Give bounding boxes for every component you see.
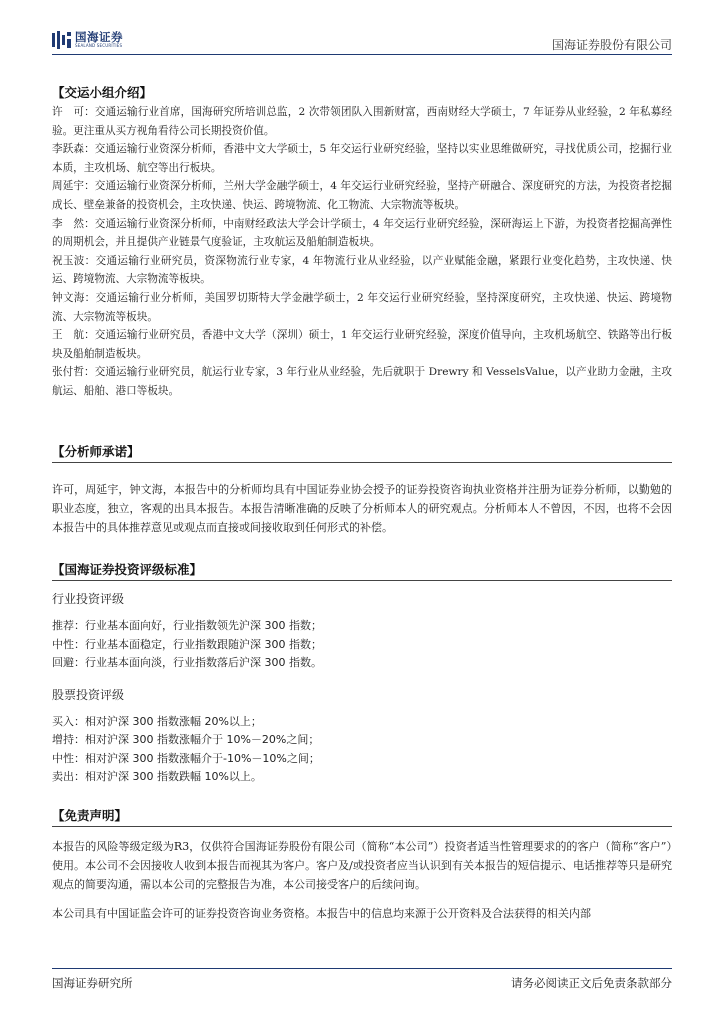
- team-member-bio: 张付哲：交通运输行业研究员，航运行业专家，3 年行业从业经验，先后就职于 Drewry 和 VesselsValue，以产业助力金融，主攻航运、船舶、港口等板块。: [52, 366, 672, 397]
- team-member-bio: 李 然：交通运输行业资深分析师，中南财经政法大学会计学硕士，4 年交运行业研究经验，深研海运上下游，为投资者挖掘高弹性的周期机会，并且提供产业链景气度验证，主攻航运及船舶制造板块。: [52, 217, 672, 249]
- stock-rating-item: 卖出：相对沪深 300 指数跌幅 10%以上。: [52, 770, 262, 783]
- rating-section: [52, 560, 672, 787]
- disclaimer-section: [52, 806, 672, 923]
- stock-rating-title: 股票投资评级: [52, 687, 125, 702]
- industry-rating-item: 中性：行业基本面稳定，行业指数跟随沪深 300 指数；: [52, 637, 322, 651]
- logo-subtext: SEALAND SECURITIES: [75, 43, 123, 49]
- footer-institute: 国海证券研究所: [52, 976, 133, 990]
- team-member-bio: 王 航：交通运输行业研究员，香港中文大学（深圳）硕士，1 年交运行业研究经验，深度价值导向，主攻机场航空、铁路等出行板块及船舶制造板块。: [52, 329, 672, 360]
- team-member-bio: 钟文海：交通运输行业分析师，美国罗切斯特大学金融学硕士，2 年交运行业研究经验，坚持深度研究，主攻快递、快运、跨境物流、大宗物流等板块。: [52, 291, 672, 323]
- industry-rating-item: 回避：行业基本面向淡，行业指数落后沪深 300 指数。: [52, 656, 322, 669]
- rating-section-title: 【国海证券投资评级标准】: [52, 560, 672, 581]
- stock-rating-item: 中性：相对沪深 300 指数涨幅介于-10%－10%之间；: [52, 751, 320, 765]
- header-company-name: 国海证券股份有限公司: [551, 38, 672, 52]
- team-member-bio: 周延宇：交通运输行业资深分析师，兰州大学金融学硕士，4 年交运行业研究经验，坚持产研融合、深度研究的方法，为投资者挖掘成长、壁垒兼备的投资机会，主攻快递、快运、跨境物流、化工物流、大宗物流等板块。: [52, 180, 672, 211]
- stock-rating-item: 买入：相对沪深 300 指数涨幅 20%以上；: [52, 714, 262, 728]
- team-member-bio: 李跃森：交通运输行业资深分析师，香港中文大学硕士，5 年交运行业研究经验，坚持以实业思维做研究，寻找优质公司，挖掘行业本质，主攻机场、航空等出行板块。: [52, 143, 672, 174]
- team-member-bio: 许 可：交通运输行业首席，国海研究所培训总监，2 次带领团队入围新财富，西南财经大学硕士，7 年证券从业经验，2 年私募经验。更注重从买方视角看待公司长期投资价值。: [52, 106, 672, 137]
- disclaimer-section-title: 【免责声明】: [52, 806, 672, 827]
- commitment-section-title: 【分析师承诺】: [52, 442, 672, 463]
- page-footer: [52, 968, 672, 990]
- disclaimer-paragraph: 本公司具有中国证监会许可的证券投资咨询业务资格。本报告中的信息均来源于公开资料及合法获得的相关内部: [52, 907, 591, 920]
- commitment-text: 许可，周延宇，钟文海，本报告中的分析师均具有中国证券业协会授予的证券投资咨询执业资格并注册为证券分析师，以勤勉的职业态度，独立，客观的出具本报告。本报告清晰准确的反映了分析师本人的研究观点。分析师本人不曾因，不因，也将不会因本报告中的具体推荐意见或观点而直接或间接收取到任何形式的补偿。: [52, 483, 672, 534]
- logo-text: 国海证券: [75, 29, 123, 44]
- industry-rating-item: 推荐：行业基本面向好，行业指数领先沪深 300 指数；: [52, 619, 322, 632]
- stock-rating-item: 增持：相对沪深 300 指数涨幅介于 10%－20%之间；: [52, 733, 320, 746]
- team-section-title: 【交运小组介绍】: [52, 85, 153, 100]
- commitment-section: [52, 442, 672, 537]
- page-header: [52, 28, 672, 55]
- logo-mark-icon: [52, 31, 72, 49]
- team-member-bio: 祝玉波：交通运输行业研究员，资深物流行业专家，4 年物流行业从业经验，以产业赋能金融，紧跟行业变化趋势，主攻快递、快运、跨境物流、大宗物流等板块。: [52, 254, 672, 286]
- team-section: [52, 83, 672, 401]
- industry-rating-title: 行业投资评级: [52, 592, 125, 606]
- company-logo: [52, 30, 123, 50]
- footer-notice: 请务必阅读正文后免责条款部分: [511, 976, 672, 990]
- disclaimer-paragraph: 本报告的风险等级定级为R3，仅供符合国海证券股份有限公司（简称“本公司”）投资者适当性管理要求的的客户（简称“客户”）使用。本公司不会因接收人收到本报告而视其为客户。客户及/或投资者应当认识到有关本报告的短信提示、电话推荐等只是研究观点的简要沟通，需以本公司的完整报告为准，本公司接受客户的后续问询。: [52, 840, 672, 891]
